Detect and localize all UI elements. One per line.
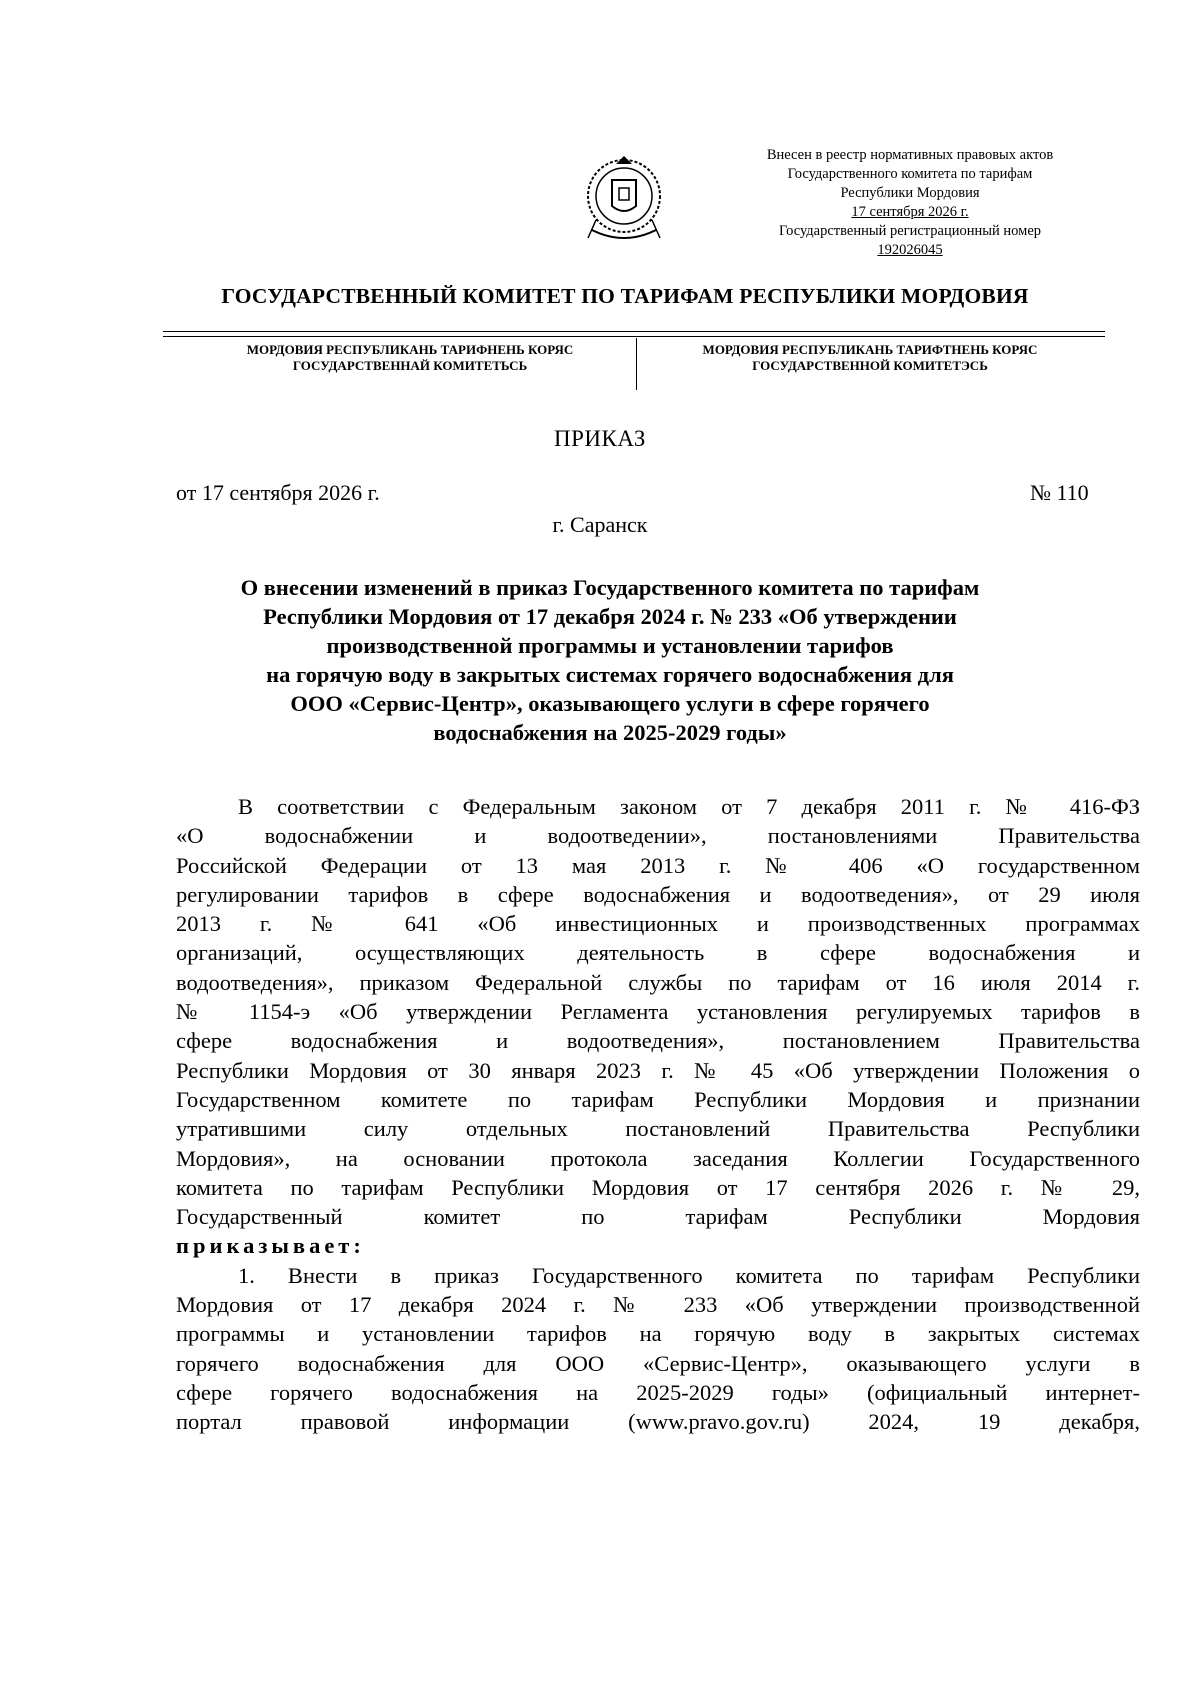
registry-line: Внесен в реестр нормативных правовых актов bbox=[766, 147, 1054, 163]
header-rule bbox=[163, 336, 1105, 337]
body-line: регулировании тарифов в сфере водоснабжения и водоотведения», от 29 июля bbox=[176, 881, 1140, 907]
body-line: № 1154-э «Об утверждении Регламента установления регулируемых тарифов в bbox=[176, 999, 1140, 1025]
body-line: В соответствии с Федеральным законом от 7 декабря 2011 г. № 416-ФЗ bbox=[238, 794, 1140, 819]
moksha-name-line: ГОСУДАРСТВЕННАЙ КОМИТЕТЬСЬ bbox=[292, 358, 528, 373]
body-line: 2013 г. № 641 «Об инвестиционных и производственных программах bbox=[176, 911, 1140, 937]
title-line: ООО «Сервис-Центр», оказывающего услуги в сфере горячего bbox=[290, 691, 930, 716]
registry-line: Государственный регистрационный номер bbox=[778, 223, 1042, 239]
order-number: № 110 bbox=[1030, 480, 1089, 505]
body-line: водоотведения», приказом Федеральной службы по тарифам от 16 июля 2014 г. bbox=[176, 969, 1140, 995]
body-line: Российской Федерации от 13 мая 2013 г. № 406 «О государственном bbox=[176, 852, 1140, 878]
title-line: Республики Мордовия от 17 декабря 2024 г. № 233 «Об утверждении bbox=[263, 604, 957, 629]
registry-stamp bbox=[720, 146, 1100, 260]
registry-line: Республики Мордовия bbox=[840, 185, 980, 201]
registry-number: 192026045 bbox=[877, 242, 943, 258]
body-line: «О водоснабжении и водоотведении», постановлениями Правительства bbox=[176, 823, 1140, 849]
body-line: Государственный комитет по тарифам Республики Мордовия bbox=[176, 1204, 1140, 1230]
body-line: Республики Мордовия от 30 января 2023 г. № 45 «Об утверждении Положения о bbox=[176, 1057, 1140, 1083]
body-line: сфере горячего водоснабжения на 2025-2029 годы» (официальный интернет- bbox=[176, 1379, 1140, 1405]
body-line: организаций, осуществляющих деятельность в сфере водоснабжения и bbox=[176, 940, 1140, 966]
registry-line: Государственного комитета по тарифам bbox=[787, 166, 1033, 182]
body-line: программы и установлении тарифов на горячую воду в закрытых системах bbox=[176, 1321, 1140, 1347]
header-divider bbox=[636, 338, 637, 390]
order-verb: приказывает: bbox=[176, 1233, 365, 1259]
body-line: портал правовой информации (www.pravo.gov.ru) 2024, 19 декабря, bbox=[176, 1409, 1140, 1435]
order-city: г. Саранск bbox=[552, 512, 648, 537]
body-line: горячего водоснабжения для ООО «Сервис-Центр», оказывающего услуги в bbox=[176, 1350, 1140, 1376]
title-line: О внесении изменений в приказ Государственного комитета по тарифам bbox=[240, 575, 980, 600]
document-type: ПРИКАЗ bbox=[554, 426, 646, 451]
title-line: на горячую воду в закрытых системах горячего водоснабжения для bbox=[266, 662, 954, 687]
coat-of-arms-icon bbox=[582, 150, 666, 248]
body-line: сфере водоснабжения и водоотведения», постановлением Правительства bbox=[176, 1028, 1140, 1054]
body-line: Мордовия от 17 декабря 2024 г. № 233 «Об утверждении производственной bbox=[176, 1292, 1140, 1318]
order-title bbox=[180, 573, 1040, 747]
erzya-name-line: ГОСУДАРСТВЕННОЙ КОМИТЕТЭСЬ bbox=[752, 358, 988, 373]
registry-date: 17 сентября 2026 г. bbox=[851, 204, 969, 220]
body-line: утратившими силу отдельных постановлений Правительства Республики bbox=[176, 1116, 1140, 1142]
order-date: от 17 сентября 2026 г. bbox=[176, 480, 380, 505]
moksha-name-line: МОРДОВИЯ РЕСПУБЛИКАНЬ ТАРИФНЕНЬ КОРЯС bbox=[246, 342, 574, 357]
erzya-name bbox=[650, 342, 1090, 374]
body-line: комитета по тарифам Республики Мордовия от 17 сентября 2026 г. № 29, bbox=[176, 1174, 1140, 1200]
title-line: водоснабжения на 2025-2029 годы» bbox=[433, 720, 787, 745]
moksha-name bbox=[190, 342, 630, 374]
header-rule bbox=[163, 331, 1105, 332]
body-line: 1. Внести в приказ Государственного комитета по тарифам Республики bbox=[238, 1262, 1140, 1288]
body-line: Государственном комитете по тарифам Республики Мордовия и признании bbox=[176, 1086, 1140, 1112]
order-body bbox=[176, 792, 1140, 1437]
organization-title: ГОСУДАРСТВЕННЫЙ КОМИТЕТ ПО ТАРИФАМ РЕСПУБЛИКИ МОРДОВИЯ bbox=[221, 284, 1029, 308]
erzya-name-line: МОРДОВИЯ РЕСПУБЛИКАНЬ ТАРИФТНЕНЬ КОРЯС bbox=[702, 342, 1038, 357]
body-line: Мордовия», на основании протокола заседания Коллегии Государственного bbox=[176, 1145, 1140, 1171]
title-line: производственной программы и установлении тарифов bbox=[326, 633, 894, 658]
